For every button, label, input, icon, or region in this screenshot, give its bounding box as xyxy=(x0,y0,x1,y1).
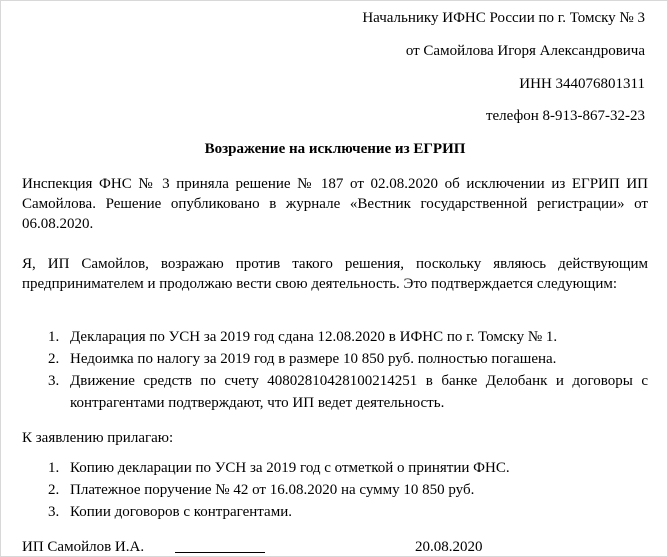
list-item xyxy=(22,501,648,523)
paragraph-decision: Инспекция ФНС № 3 приняла решение № 187 от 02.08.2020 об исключении из ЕГРИП ИП Самойлова. Решение опубликовано в журнале «Вестник государственной регистрации» от 06.08.2020. xyxy=(22,176,648,232)
signature-line xyxy=(175,552,265,553)
list-item-number: 3. xyxy=(48,373,60,389)
list-item xyxy=(22,348,648,370)
list-item xyxy=(22,326,648,348)
list-item-text: Копию декларации по УСН за 2019 год с отметкой о принятии ФНС. xyxy=(70,460,510,476)
attachments-list xyxy=(22,457,648,523)
header-inn: ИНН 344076801311 xyxy=(519,76,645,92)
list-item-text: Копии договоров с контрагентами. xyxy=(70,504,292,520)
document-title: Возражение на исключение из ЕГРИП xyxy=(204,141,466,157)
list-item-number: 1. xyxy=(48,329,60,345)
list-item-text: Платежное поручение № 42 от 16.08.2020 на сумму 10 850 руб. xyxy=(70,482,475,498)
list-item xyxy=(22,479,648,501)
signature-date: 20.08.2020 xyxy=(415,539,483,555)
signatory-name: ИП Самойлов И.А. xyxy=(22,539,145,555)
list-item-text: Декларация по УСН за 2019 год сдана 12.08.2020 в ИФНС по г. Томску № 1. xyxy=(70,329,558,345)
list-item-number: 3. xyxy=(48,504,60,520)
header-sender: от Самойлова Игоря Александровича xyxy=(405,43,645,59)
list-item-text: Недоимка по налогу за 2019 год в размере 10 850 руб. полностью погашена. xyxy=(70,351,557,367)
list-item xyxy=(22,370,648,414)
header-recipient: Начальнику ИФНС России по г. Томску № 3 xyxy=(362,10,645,26)
attachments-lead: К заявлению прилагаю: xyxy=(22,430,174,446)
list-item-number: 1. xyxy=(48,460,60,476)
header-phone: телефон 8-913-867-32-23 xyxy=(485,108,645,124)
evidence-list xyxy=(22,326,648,414)
list-item-number: 2. xyxy=(48,482,60,498)
list-item-number: 2. xyxy=(48,351,60,367)
list-item xyxy=(22,457,648,479)
paragraph-objection: Я, ИП Самойлов, возражаю против такого решения, поскольку являюсь действующим предпринимателем и продолжаю вести свою деятельность. Это подтверждается следующим: xyxy=(22,256,648,292)
list-item-text: Движение средств по счету 40802810428100214251 в банке Делобанк и договоры с контрагентами подтверждают, что ИП ведет деятельность. xyxy=(70,373,648,411)
